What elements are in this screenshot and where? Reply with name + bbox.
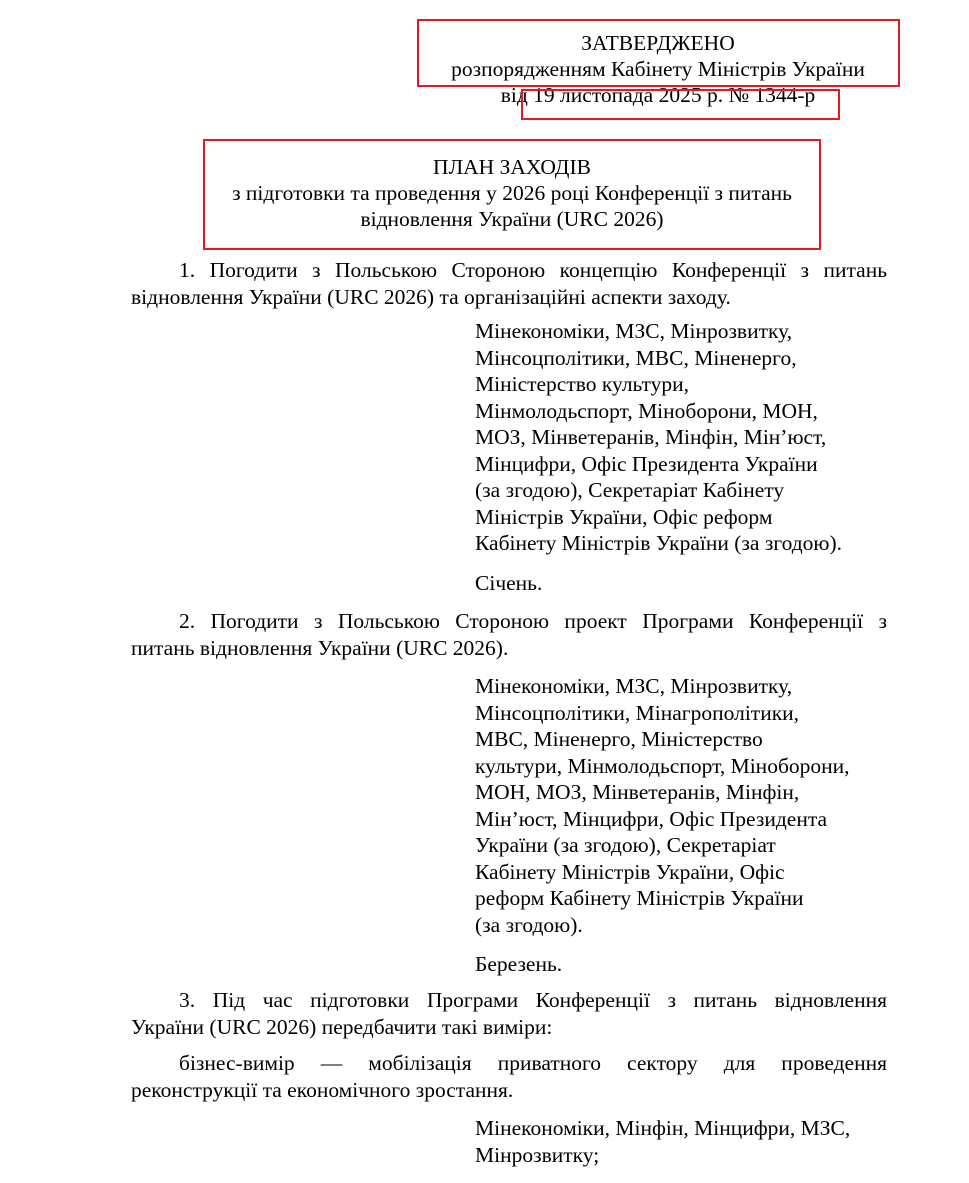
responsible-line: Мінмолодьспорт, Міноборони, МОН, xyxy=(475,398,818,423)
item-2-term: Березень. xyxy=(475,952,563,976)
responsible-line: МОЗ, Мінветеранів, Мінфін, Мін’юст, xyxy=(475,425,827,449)
item-3-line-1: 3. Під час підготовки Програми Конференції з питань відновлення xyxy=(179,988,887,1012)
approved-label: ЗАТВЕРДЖЕНО xyxy=(581,31,735,55)
responsible-line: Кабінету Міністрів України (за згодою). xyxy=(475,531,843,555)
plan-title-block xyxy=(205,154,819,232)
responsible-line: культури, Мінмолодьспорт, Міноборони, xyxy=(475,753,850,778)
item-3-responsible xyxy=(475,1115,895,1168)
item-3-sub-line-2: реконструкції та економічного зростання. xyxy=(131,1077,514,1102)
item-1-term: Січень. xyxy=(475,571,543,595)
responsible-line: (за згодою), Секретаріат Кабінету xyxy=(475,478,785,502)
responsible-line: Мінсоцполітики, Мінагрополітики, xyxy=(475,700,800,725)
responsible-line: Мінекономіки, МЗС, Мінрозвитку, xyxy=(475,319,793,343)
plan-subtitle-line1: з підготовки та проведення у 2026 році Конференції з питань xyxy=(232,181,792,205)
item-1-responsible xyxy=(475,318,895,557)
plan-title: ПЛАН ЗАХОДІВ xyxy=(433,155,591,179)
responsible-line: Мінекономіки, МЗС, Мінрозвитку, xyxy=(475,674,793,698)
responsible-line: МВС, Міненерго, Міністерство xyxy=(475,727,763,751)
approval-block xyxy=(418,30,898,108)
responsible-line: Міністерство культури, xyxy=(475,372,690,396)
item-2-line-2: питань відновлення України (URC 2026). xyxy=(131,635,509,660)
approval-date-line xyxy=(418,82,898,108)
item-3-subtext xyxy=(131,1050,887,1103)
item-3-text xyxy=(131,987,887,1040)
item-2-responsible xyxy=(475,673,895,938)
date-prefix: від xyxy=(500,83,528,107)
responsible-line: МОН, МОЗ, Мінветеранів, Мінфін, xyxy=(475,780,800,804)
responsible-line: Мінсоцполітики, МВС, Міненерго, xyxy=(475,345,797,370)
responsible-line: (за згодою). xyxy=(475,912,583,937)
item-2-line-1: 2. Погодити з Польською Стороною проект Програми Конференції з xyxy=(179,609,887,633)
responsible-line: реформ Кабінету Міністрів України xyxy=(475,886,804,910)
responsible-line: Міністрів України, Офіс реформ xyxy=(475,504,773,529)
responsible-line: України (за згодою), Секретаріат xyxy=(475,833,776,857)
responsible-line: Мінекономіки, Мінфін, Мінцифри, МЗС, xyxy=(475,1116,851,1140)
date-number: 19 листопада 2025 р. № 1344-р xyxy=(533,83,816,107)
item-3-sub-line-1: бізнес-вимір — мобілізація приватного сектору для проведення xyxy=(179,1051,887,1075)
responsible-line: Мінцифри, Офіс Президента України xyxy=(475,451,818,476)
responsible-line: Кабінету Міністрів України, Офіс xyxy=(475,859,785,884)
item-2-text xyxy=(131,608,887,661)
responsible-line: Мін’юст, Мінцифри, Офіс Президента xyxy=(475,806,828,831)
item-1-line-2: відновлення України (URC 2026) та організаційні аспекти заходу. xyxy=(131,284,731,309)
item-1-line-1: 1. Погодити з Польською Стороною концепцію Конференції з питань xyxy=(179,258,887,282)
responsible-line: Мінрозвитку; xyxy=(475,1142,600,1167)
plan-subtitle-line2: відновлення України (URC 2026) xyxy=(360,207,664,231)
item-1-text xyxy=(131,257,887,310)
item-3-line-2: України (URC 2026) передбачити такі виміри: xyxy=(131,1014,553,1039)
approved-by: розпорядженням Кабінету Міністрів України xyxy=(451,57,865,81)
